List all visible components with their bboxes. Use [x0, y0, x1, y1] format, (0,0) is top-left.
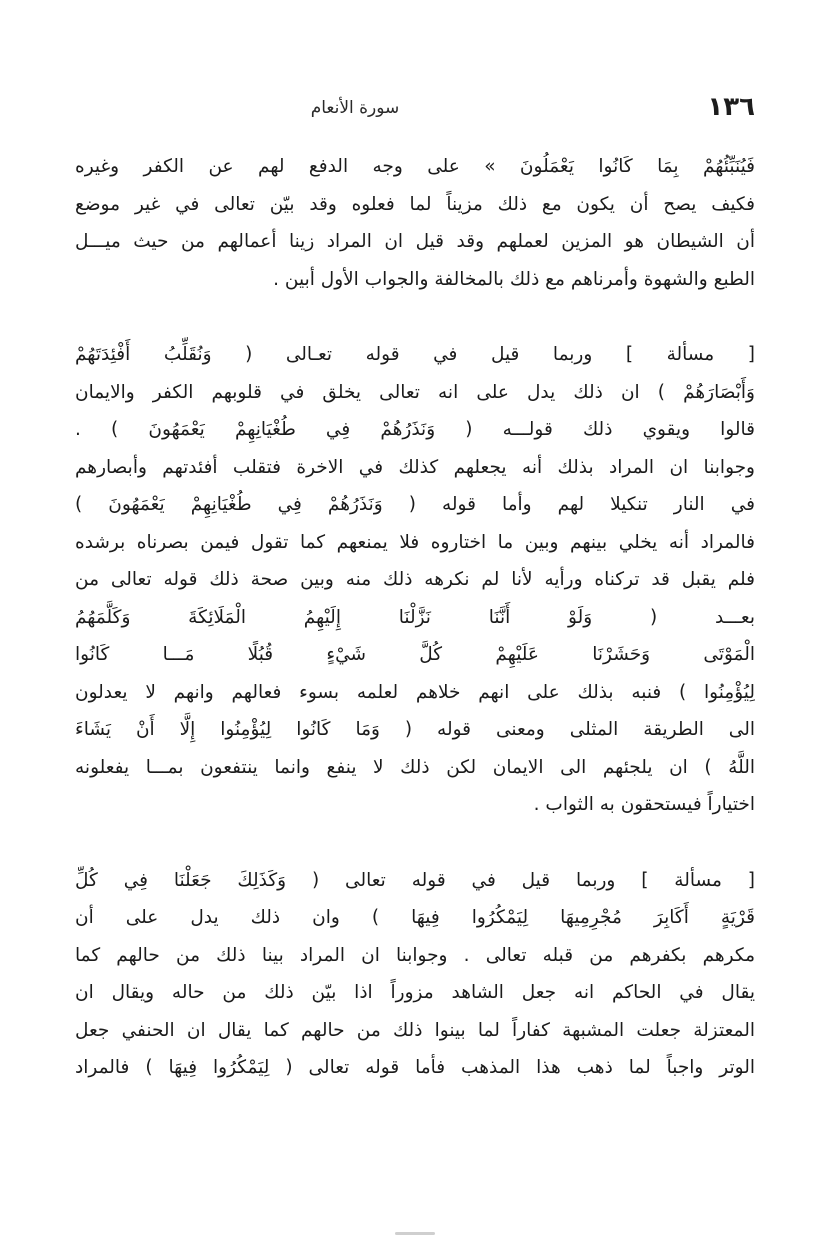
paragraph-3: [75, 862, 755, 1087]
text-line: المعتزلة جعلت المشبهة كفاراً لما بينوا ذلك من حالهم كما يقال ان الحنفي جعل: [75, 1019, 755, 1041]
paragraph-1: [75, 148, 755, 298]
text-line: فلم يقبل قد تركناه ورأيه لأنا لم نكرهه ذلك منه وبين صحة ذلك قوله تعالى من: [75, 569, 755, 590]
text-line: [ مسألة ] وربما قيل في قوله تعـالى ( وَنُقَلِّبُ أَفْئِدَتَهُمْ: [75, 344, 755, 365]
paragraph-2: [75, 336, 755, 824]
text-line: اختياراً فيستحقون به الثواب .: [533, 794, 755, 815]
text-line: لِيُؤْمِنُوا ) فنبه بذلك على انهم خلاهم لعلمه بسوء فعالهم وانهم لا يعدلون: [75, 681, 755, 703]
text-line: في النار تنكيلا لهم وأما قوله ( وَنَذَرُهُمْ فِي طُغْيَانِهِمْ يَعْمَهُونَ ): [75, 494, 755, 515]
paragraph-gap: [75, 824, 755, 862]
text-line: مكرهم بكفرهم من قبله تعالى . وجوابنا ان المراد بينا ذلك من حالهم كما: [75, 944, 755, 966]
text-line: فَيُنَبِّئُهُمْ بِمَا كَانُوا يَعْمَلُونَ » على وجه الدفع لهم عن الكفر وغيره: [75, 156, 755, 177]
body-text: [75, 148, 755, 1087]
page-header: [75, 92, 755, 126]
text-line: الى الطريقة المثلى ومعنى قوله ( وَمَا كَانُوا لِيُؤْمِنُوا إِلَّا أَنْ يَشَاءَ: [75, 719, 755, 740]
page-bottom-mark: [395, 1232, 435, 1235]
text-line: أن الشيطان هو المزين لعملهم وقد قيل ان المراد زينا أعمالهم من حيث ميـــل: [75, 231, 755, 252]
text-line: اللَّهُ ) ان يلجئهم الى الايمان لكن ذلك لا ينفع وانما ينتفعون بمـــا يفعلونه: [75, 756, 755, 778]
text-line: الْمَوْتَى وَحَشَرْنَا عَلَيْهِمْ كُلَّ شَيْءٍ قُبُلًا مَـــا كَانُوا: [75, 644, 755, 665]
text-line: فالمراد أنه يخلي بينهم وبين ما اختاروه فلا يمنعهم كما تقول فيمن بصرناه برشده: [75, 531, 755, 553]
text-line: فكيف يصح أن يكون مع ذلك مزيناً لما فعلوه وقد بيّن تعالى في غير موضع: [75, 193, 755, 215]
text-line: الوتر واجباً لما ذهب هذا المذهب فأما قوله تعالى ( لِيَمْكُرُوا فِيهَا ) فالمراد: [75, 1057, 755, 1078]
text-line: يقال في الحاكم انه جعل الشاهد مزوراً اذا بيّن ذلك من حاله ويقال ان: [75, 982, 755, 1003]
text-line: قالوا ويقوي ذلك قولـــه ( وَنَذَرُهُمْ فِي طُغْيَانِهِمْ يَعْمَهُونَ ) .: [75, 419, 755, 440]
paragraph-gap: [75, 298, 755, 336]
surah-title: سورة الأنعام: [310, 98, 400, 118]
page-number: ١٣٦: [707, 92, 755, 122]
text-line: [ مسألة ] وربما قيل في قوله تعالى ( وَكَذَلِكَ جَعَلْنَا فِي كُلِّ: [75, 869, 755, 891]
text-line: بعـــد ( وَلَوْ أَنَّنَا نَزَّلْنَا إِلَيْهِمُ الْمَلَائِكَةَ وَكَلَّمَهُمُ: [75, 606, 755, 628]
text-line: وجوابنا ان المراد بذلك أنه يجعلهم كذلك في الاخرة فتقلب أفئدتهم وأبصارهم: [75, 456, 755, 478]
text-line: قَرْيَةٍ أَكَابِرَ مُجْرِمِيهَا لِيَمْكُرُوا فِيهَا ) وان ذلك يدل على أن: [75, 907, 755, 928]
text-line: الطبع والشهوة وأمرناهم مع ذلك بالمخالفة والجواب الأول أبين .: [273, 268, 755, 290]
text-line: وَأَبْصَارَهُمْ ) ان ذلك يدل على انه تعالى يخلق في قلوبهم الكفر والايمان: [75, 381, 755, 403]
